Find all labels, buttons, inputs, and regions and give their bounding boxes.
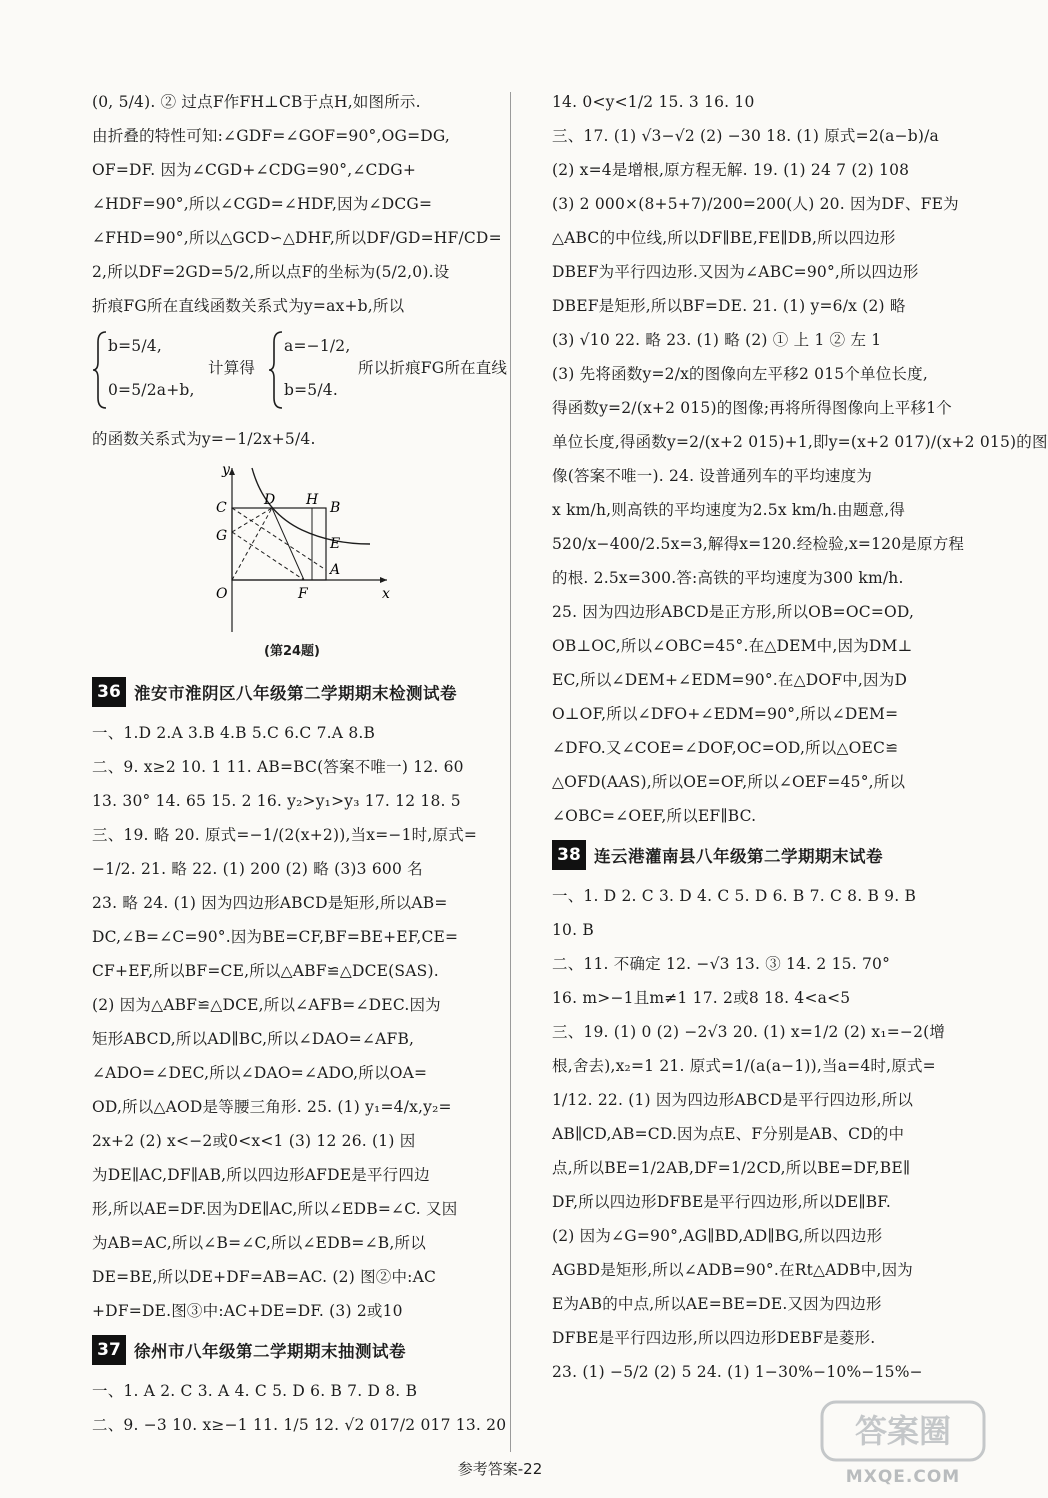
text-line: 一、1.D 2.A 3.B 4.B 5.C 6.C 7.A 8.B: [92, 724, 376, 742]
text-line: ∠FHD=90°,所以△GCD∽△DHF,所以DF/GD=HF/CD=: [92, 229, 502, 247]
text-line: DF,所以四边形DFBE是平行四边形,所以DE∥BF.: [552, 1193, 891, 1211]
text-line: (3) 先将函数y=2/x的图像向左平移2 015个单位长度,: [552, 365, 928, 383]
text-line: ∠DFO.又∠COE=∠DOF,OC=OD,所以△OEC≌: [552, 739, 899, 757]
text-line: 二、9. −3 10. x≥−1 11. 1/5 12. √2 017/2 017 13. 20: [92, 1416, 507, 1434]
text-line: △OFD(AAS),所以OE=OF,所以∠OEF=45°,所以: [552, 773, 906, 791]
text-line: 像(答案不唯一). 24. 设普通列车的平均速度为: [552, 467, 873, 485]
text-line: 二、11. 不确定 12. −√3 13. ③ 14. 2 15. 70°: [552, 955, 891, 973]
label-C: C: [216, 500, 227, 516]
text-line: 三、17. (1) √3−√2 (2) −30 18. (1) 原式=2(a−b)/a: [552, 127, 939, 145]
text-line: −1/2. 21. 略 22. (1) 200 (2) 略 (3)3 600 名: [92, 860, 423, 878]
watermark-logo-icon: [818, 1398, 988, 1490]
text-line: 23. (1) −5/2 (2) 5 24. (1) 1−30%−10%−15%−: [552, 1363, 923, 1381]
text-line: x km/h,则高铁的平均速度为2.5x km/h.由题意,得: [552, 501, 906, 519]
section-38-lines: [552, 886, 952, 1382]
label-E: E: [330, 536, 341, 552]
text-line: 为AB=AC,所以∠B=∠C,所以∠EDB=∠B,所以: [92, 1234, 426, 1252]
text-line: 1/12. 22. (1) 因为四边形ABCD是平行四边形,所以: [552, 1091, 914, 1109]
section-36-lines: [92, 723, 492, 1321]
cases-system: [92, 330, 508, 412]
figure-caption: (第24题): [264, 644, 320, 659]
section-37-lines: [92, 1381, 507, 1435]
text-line: ∠ADO=∠DEC,所以∠DAO=∠ADO,所以OA=: [92, 1064, 428, 1082]
label-H: H: [306, 492, 319, 508]
label-B: B: [330, 500, 341, 516]
case-left-b: 0=5/2a+b,: [108, 381, 195, 399]
text-line: DBEF为平行四边形.又因为∠ABC=90°,所以四边形: [552, 263, 919, 281]
case-right-b: b=5/4.: [284, 381, 338, 399]
text-line: (3) 2 000×(8+5+7)/200=200(人) 20. 因为DF、FE为: [552, 195, 959, 213]
text-line: DBEF是矩形,所以BF=DE. 21. (1) y=6/x (2) 略: [552, 297, 906, 315]
text-line: 单位长度,得函数y=2/(x+2 015)+1,即y=(x+2 017)/(x+2 015)的图: [552, 433, 1048, 451]
text-line: (2) 因为∠G=90°,AG∥BD,AD∥BG,所以四边形: [552, 1227, 883, 1245]
figure-24: [92, 462, 492, 637]
text-line: 10. B: [552, 921, 594, 939]
label-F: F: [298, 586, 308, 602]
text-line: 2x+2 (2) x<−2或0<x<1 (3) 12 26. (1) 因: [92, 1132, 416, 1150]
text-line: DE=BE,所以DE+DF=AB=AC. (2) 图②中:AC: [92, 1268, 437, 1286]
text-line: OD,所以△AOD是等腰三角形. 25. (1) y₁=4/x,y₂=: [92, 1098, 452, 1116]
text-line: 14. 0<y<1/2 15. 3 16. 10: [552, 93, 755, 111]
text-line: OB⊥OC,所以∠OBC=45°.在△DEM中,因为DM⊥: [552, 637, 913, 655]
section-37-number: 37: [92, 1335, 126, 1365]
text-line: 形,所以AE=DF.因为DE∥AC,所以∠EDB=∠C. 又因: [92, 1200, 458, 1218]
section-37-header: [92, 1335, 492, 1365]
section-38-title: 连云港灌南县八年级第二学期期末试卷: [594, 847, 883, 866]
text-line: 2,所以DF=2GD=5/2,所以点F的坐标为(5/2,0).设: [92, 263, 450, 281]
watermark-small: MXQE.COM: [845, 1467, 961, 1487]
text-line: 一、1. A 2. C 3. A 4. C 5. D 6. B 7. D 8. B: [92, 1382, 418, 1400]
text-line: 一、1. D 2. C 3. D 4. C 5. D 6. B 7. C 8. B 9. B: [552, 887, 917, 905]
text-line: CF+EF,所以BF=CE,所以△ABF≌△DCE(SAS).: [92, 962, 439, 980]
case-left-a: b=5/4,: [108, 337, 162, 355]
text-line: 23. 略 24. (1) 因为四边形ABCD是矩形,所以AB=: [92, 894, 448, 912]
coordinate-figure: [202, 462, 392, 637]
text-line: EC,所以∠DEM+∠EDM=90°.在△DOF中,因为D: [552, 671, 908, 689]
text-line: △ABC的中位线,所以DF∥BE,FE∥DB,所以四边形: [552, 229, 896, 247]
label-G: G: [216, 528, 228, 544]
label-y: y: [222, 462, 230, 478]
text-line: 为DE∥AC,DF∥AB,所以四边形AFDE是平行四边: [92, 1166, 430, 1184]
text-line: 折痕FG所在直线函数关系式为y=ax+b,所以: [92, 297, 405, 315]
watermark-big: 答案圈: [854, 1412, 952, 1450]
text-line: 25. 因为四边形ABCD是正方形,所以OB=OC=OD,: [552, 603, 915, 621]
page-footer: 参考答案-22: [457, 1460, 543, 1478]
text-line: AGBD是矩形,所以∠ADB=90°.在Rt△ADB中,因为: [552, 1261, 913, 1279]
text-line: O⊥OF,所以∠DFO+∠EDM=90°,所以∠DEM=: [552, 705, 899, 723]
column-divider: [510, 92, 511, 1452]
text-line: AB∥CD,AB=CD.因为点E、F分别是AB、CD的中: [552, 1125, 905, 1143]
text-line: 根,舍去),x₂=1 21. 原式=1/(a(a−1)),当a=4时,原式=: [552, 1057, 936, 1075]
text-line: 16. m>−1且m≠1 17. 2或8 18. 4<a<5: [552, 989, 851, 1007]
right-column: [552, 92, 1048, 1396]
case-tail: 所以折痕FG所在直线: [358, 359, 508, 377]
text-line: 三、19. 略 20. 原式=−1/(2(x+2)),当x=−1时,原式=: [92, 826, 478, 844]
label-D: D: [264, 492, 276, 508]
text-line: E为AB的中点,所以AE=BE=DE.又因为四边形: [552, 1295, 882, 1313]
text-line: ∠OBC=∠OEF,所以EF∥BC.: [552, 807, 757, 825]
text-line: 得函数y=2/(x+2 015)的图像;再将所得图像向上平移1个: [552, 399, 953, 417]
section-36-title: 淮安市淮阴区八年级第二学期期末检测试卷: [134, 684, 457, 703]
section-36-number: 36: [92, 677, 126, 707]
case-right-a: a=−1/2,: [284, 337, 351, 355]
text-line: +DF=DE.图③中:AC+DE=DF. (3) 2或10: [92, 1302, 403, 1320]
text-line: 13. 30° 14. 65 15. 2 16. y₂>y₁>y₃ 17. 12 18. 5: [92, 792, 461, 810]
section-37-title: 徐州市八年级第二学期期末抽测试卷: [134, 1342, 406, 1361]
section-38-number: 38: [552, 840, 586, 870]
text-line: OF=DF. 因为∠CGD+∠CDG=90°,∠CDG+: [92, 161, 417, 179]
label-A: A: [330, 562, 341, 578]
left-column: [92, 92, 508, 1449]
text-line: (0, 5/4). ② 过点F作FH⊥CB于点H,如图所示.: [92, 93, 421, 111]
text-line: DC,∠B=∠C=90°.因为BE=CF,BF=BE+EF,CE=: [92, 928, 459, 946]
text-line: ∠HDF=90°,所以∠CGD=∠HDF,因为∠DCG=: [92, 195, 433, 213]
text-line: 520/x−400/2.5x=3,解得x=120.经检验,x=120是原方程: [552, 535, 965, 553]
label-O: O: [216, 586, 228, 602]
text-line: 二、9. x≥2 10. 1 11. AB=BC(答案不唯一) 12. 60: [92, 758, 464, 776]
section-36-header: [92, 677, 492, 707]
text-line: 的根. 2.5x=300.答:高铁的平均速度为300 km/h.: [552, 569, 904, 587]
text-line: 三、19. (1) 0 (2) −2√3 20. (1) x=1/2 (2) x₁=−2(增: [552, 1023, 946, 1041]
text-line: 由折叠的特性可知:∠GDF=∠GOF=90°,OG=DG,: [92, 127, 451, 145]
left-top-lines: [92, 92, 502, 316]
text-line: DFBE是平行四边形,所以四边形DEBF是菱形.: [552, 1329, 876, 1347]
text-line: 点,所以BE=1/2AB,DF=1/2CD,所以BE=DF,BE∥: [552, 1159, 911, 1177]
text-line: (2) x=4是增根,原方程无解. 19. (1) 24 7 (2) 108: [552, 161, 910, 179]
right-top-lines: [552, 92, 1048, 826]
case-mid: 计算得: [208, 359, 256, 377]
text-line: 矩形ABCD,所以AD∥BC,所以∠DAO=∠AFB,: [92, 1030, 415, 1048]
label-x: x: [382, 586, 390, 602]
line-after-cases: 的函数关系式为y=−1/2x+5/4.: [92, 430, 316, 448]
text-line: (3) √10 22. 略 23. (1) 略 (2) ① 上 1 ② 左 1: [552, 331, 882, 349]
text-line: (2) 因为△ABF≌△DCE,所以∠AFB=∠DEC.因为: [92, 996, 441, 1014]
section-38-header: [552, 840, 952, 870]
